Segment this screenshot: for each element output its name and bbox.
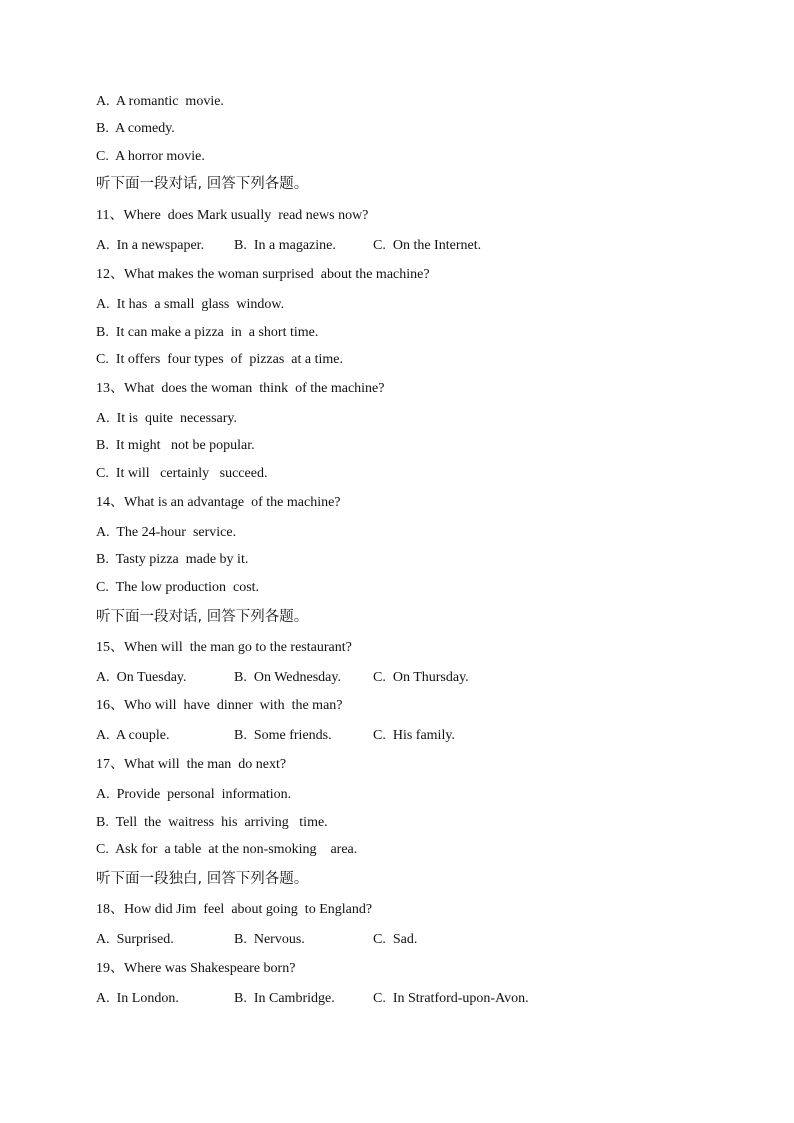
option-text: A. It has a small glass window. — [96, 297, 285, 312]
option-c: C. On the Internet. — [373, 238, 482, 253]
option-text: B. Tasty pizza made by it. — [96, 552, 249, 567]
option-text: A. A romantic movie. — [96, 94, 224, 109]
option-text: C. It offers four types of pizzas at a time. — [96, 352, 344, 367]
option-text: A. Provide personal information. — [96, 787, 292, 802]
option-b: B. Nervous. — [234, 932, 305, 947]
question-text: 12、What makes the woman surprised about the machine? — [96, 267, 430, 282]
question-text: 15、When will the man go to the restaurant? — [96, 640, 352, 655]
option-text: B. A comedy. — [96, 121, 175, 136]
option-row — [96, 990, 529, 1008]
option-b: B. Some friends. — [234, 728, 332, 743]
question-text: 11、Where does Mark usually read news now? — [96, 208, 369, 223]
option-text: A. The 24-hour service. — [96, 525, 237, 540]
option-a: A. Surprised. — [96, 932, 174, 947]
section-heading: 听下面一段对话, 回答下列各题。 — [96, 609, 309, 625]
option-c: C. Sad. — [373, 932, 418, 947]
option-a: A. On Tuesday. — [96, 670, 187, 685]
option-row — [96, 669, 469, 687]
section-heading: 听下面一段对话, 回答下列各题。 — [96, 176, 309, 192]
option-text: C. A horror movie. — [96, 149, 205, 164]
question-text: 14、What is an advantage of the machine? — [96, 495, 341, 510]
option-a: A. A couple. — [96, 728, 170, 743]
option-b: B. In Cambridge. — [234, 991, 335, 1006]
question-text: 16、Who will have dinner with the man? — [96, 698, 343, 713]
question-text: 17、What will the man do next? — [96, 757, 287, 772]
question-text: 19、Where was Shakespeare born? — [96, 961, 296, 976]
question-text: 18、How did Jim feel about going to England? — [96, 902, 373, 917]
option-text: C. The low production cost. — [96, 580, 260, 595]
option-c: C. On Thursday. — [373, 670, 469, 685]
option-text: B. Tell the waitress his arriving time. — [96, 815, 328, 830]
option-text: C. Ask for a table at the non-smoking area. — [96, 842, 358, 857]
option-text: B. It might not be popular. — [96, 438, 255, 453]
option-text: B. It can make a pizza in a short time. — [96, 325, 319, 340]
option-row — [96, 727, 455, 745]
question-text: 13、What does the woman think of the machine? — [96, 381, 385, 396]
option-text: C. It will certainly succeed. — [96, 466, 268, 481]
option-c: C. In Stratford-upon-Avon. — [373, 991, 529, 1006]
option-b: B. In a magazine. — [234, 238, 336, 253]
section-heading: 听下面一段独白, 回答下列各题。 — [96, 871, 309, 887]
option-row — [96, 237, 481, 255]
option-b: B. On Wednesday. — [234, 670, 341, 685]
option-a: A. In London. — [96, 991, 179, 1006]
option-a: A. In a newspaper. — [96, 238, 205, 253]
option-text: A. It is quite necessary. — [96, 411, 237, 426]
option-row — [96, 931, 417, 949]
option-c: C. His family. — [373, 728, 455, 743]
